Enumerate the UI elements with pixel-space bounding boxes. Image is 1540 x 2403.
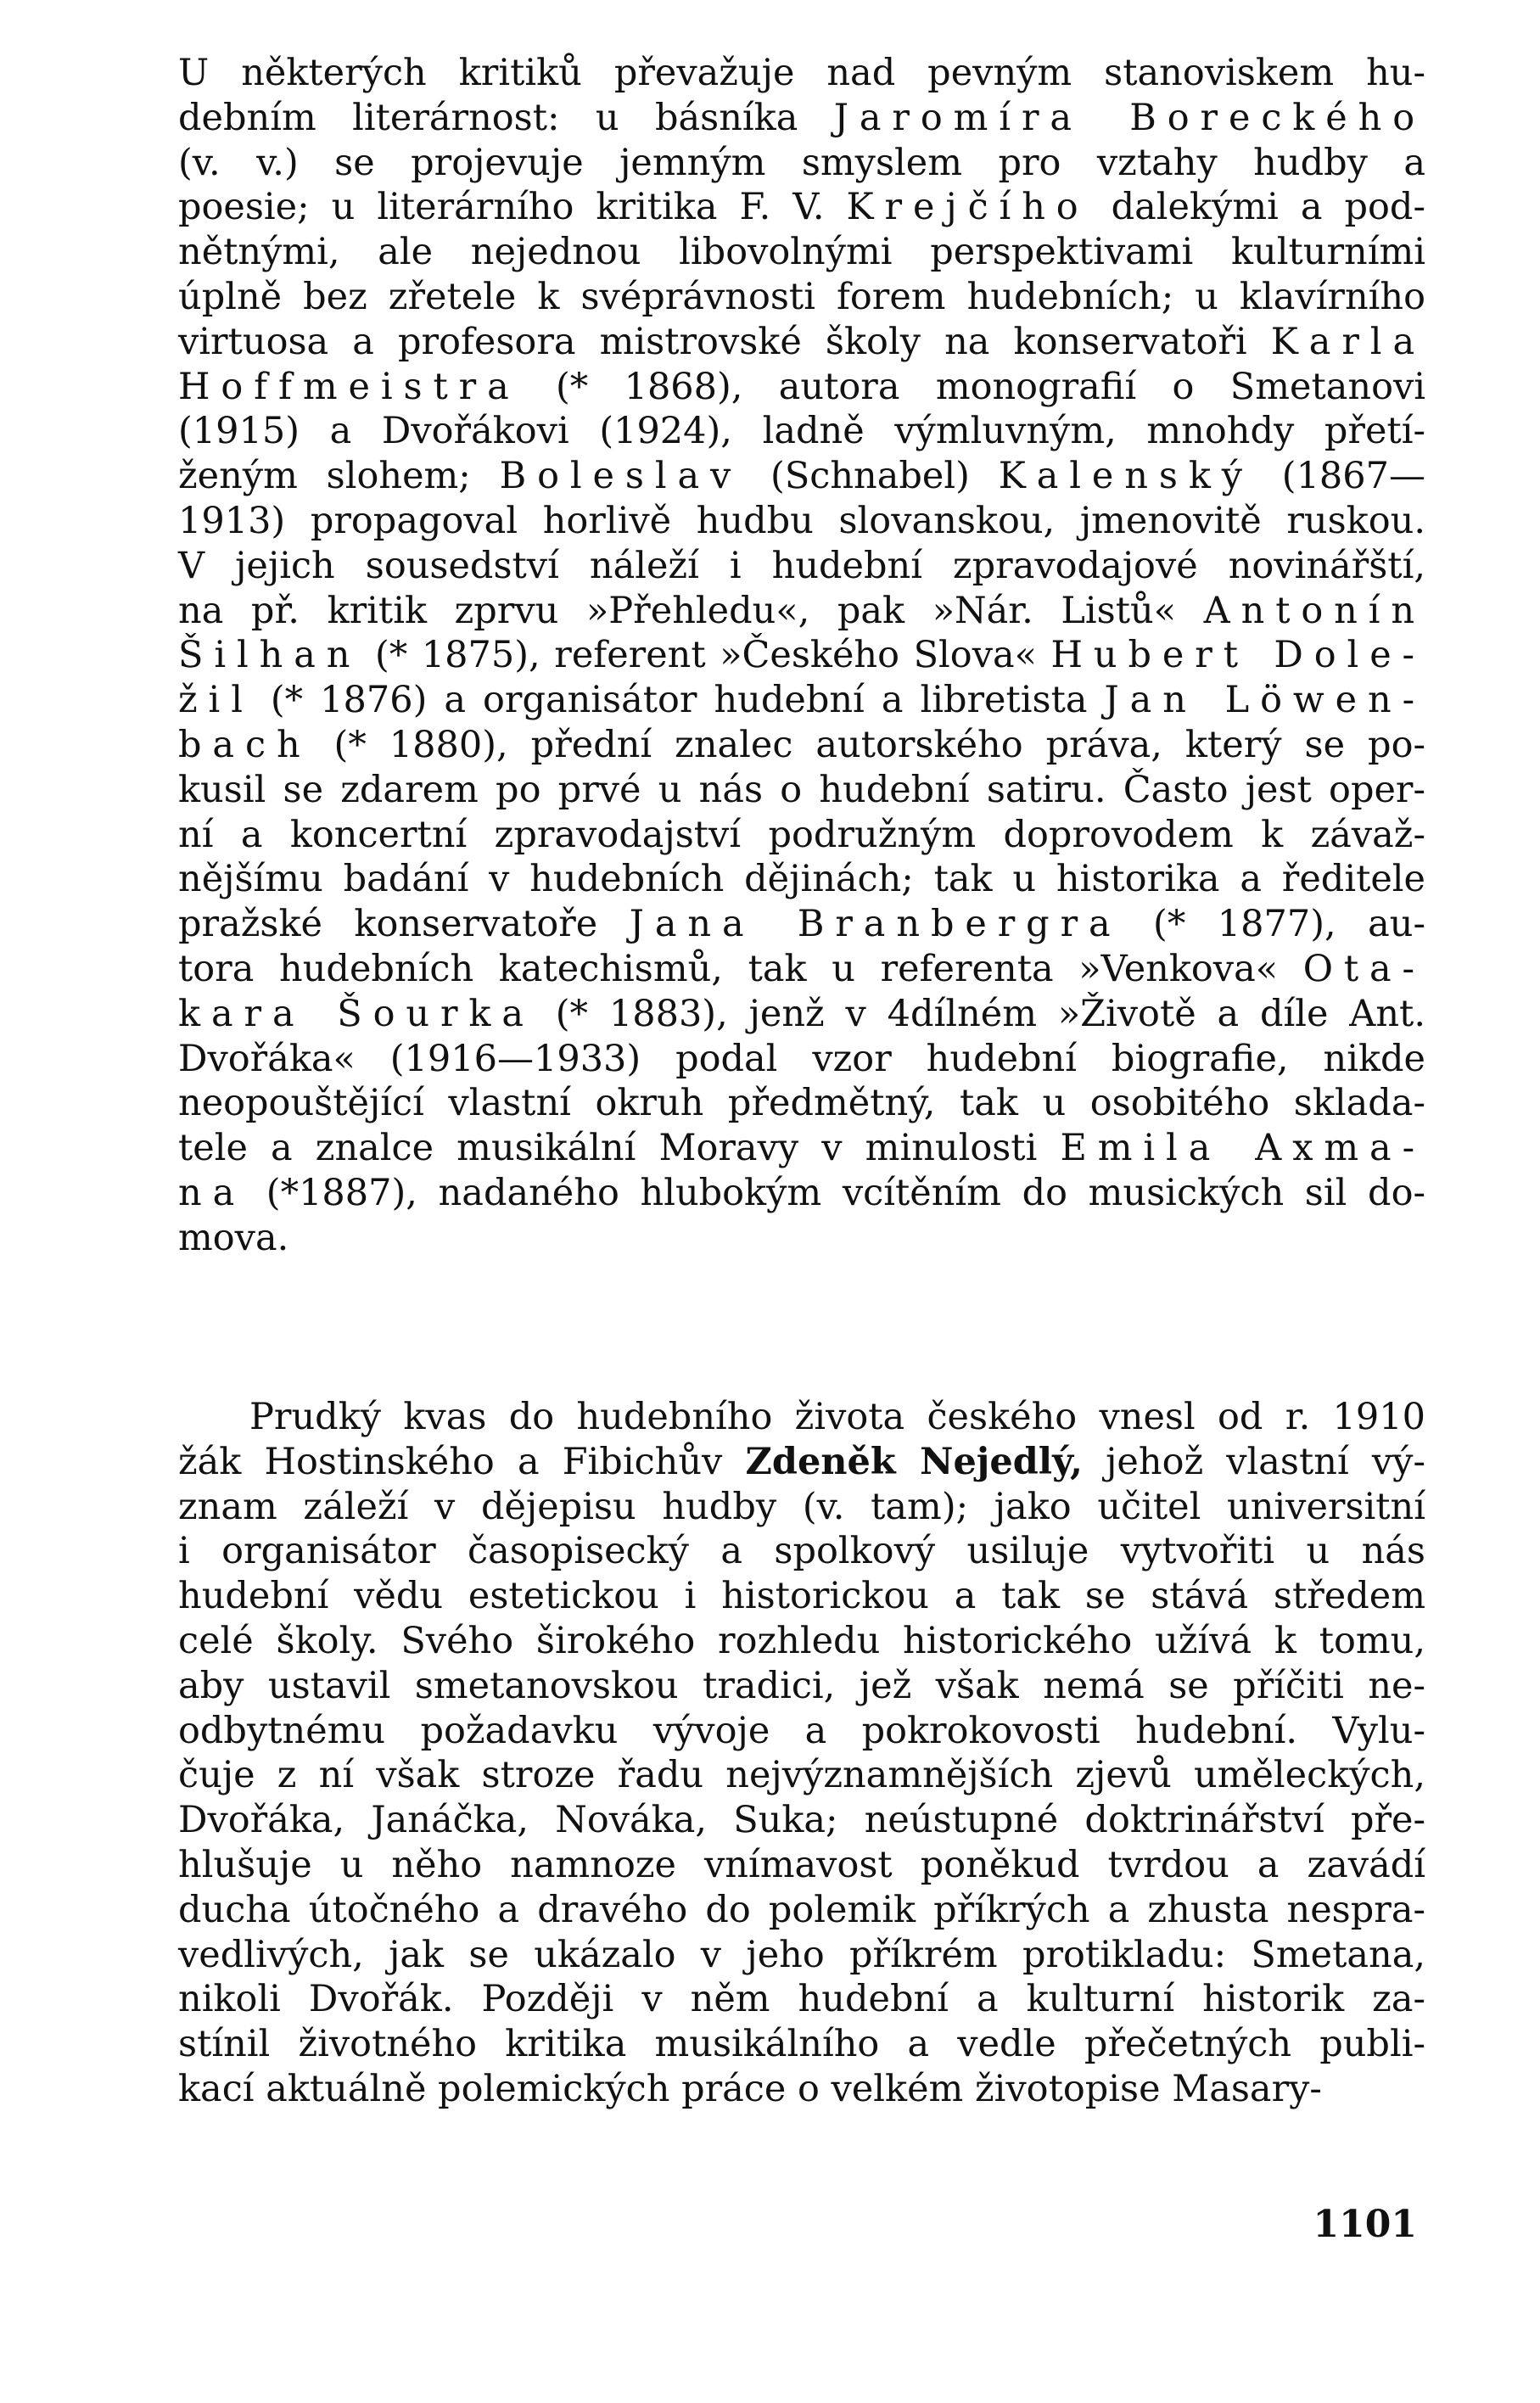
- text-run: hudební vědu estetickou i historickou a tak se stává středem: [178, 1575, 1425, 1618]
- text-run: (* 1883), jenž v 4dílném »Životě a díle Ant.: [534, 992, 1425, 1035]
- text-run: (1867—: [1252, 455, 1425, 498]
- text-run: kací aktuálně polemických práce o velkém životopise Masary-: [178, 2067, 1322, 2110]
- text-run: virtuosa a profesora mistrovské školy na konservatoři: [178, 320, 1271, 363]
- text-run: Prudký kvas do hudebního života českého vnesl od r. 1910: [249, 1396, 1425, 1438]
- text-line: [178, 1664, 1425, 1709]
- paragraph-2: [178, 1395, 1425, 2112]
- spaced-name: Karla: [1270, 320, 1425, 363]
- text-line: [178, 2067, 1425, 2112]
- text-line: [178, 1171, 1425, 1216]
- text-run: (1915) a Dvořákovi (1924), ladně výmluvným, mnohdy přetí-: [178, 410, 1425, 453]
- text-line: [178, 185, 1425, 230]
- text-line: [178, 1843, 1425, 1888]
- spaced-name: Jana Branbergra: [629, 903, 1122, 946]
- spaced-name: Hoffmeistra: [178, 365, 520, 408]
- spaced-name: Šilhan: [178, 634, 361, 677]
- spaced-name: Jaromíra Boreckého: [833, 96, 1425, 139]
- text-line: [178, 1709, 1425, 1754]
- text-run: úplně bez zřetele k svéprávnosti forem hudebních; u klavírního: [178, 275, 1425, 318]
- text-run: nětnými, ale nejednou libovolnými perspektivami kulturními: [178, 231, 1425, 274]
- text-line: [178, 454, 1425, 499]
- text-line: [178, 1619, 1425, 1664]
- text-line: [178, 1753, 1425, 1798]
- text-line: [178, 1977, 1425, 2022]
- text-line: [178, 633, 1425, 678]
- text-run: ní a koncertní zpravodajství podružným doprovodem k závaž-: [178, 813, 1425, 856]
- text-run: Dvořáka, Janáčka, Nováka, Suka; neústupné doktrinářství pře-: [178, 1799, 1425, 1842]
- text-run: odbytnému požadavku vývoje a pokrokovosti hudební. Vylu-: [178, 1709, 1425, 1752]
- page-number: 1101: [1313, 2203, 1417, 2246]
- text-run: tora hudebních katechismů, tak u referenta »Venkova«: [178, 947, 1303, 990]
- text-run: (* 1877), au-: [1121, 903, 1425, 946]
- text-run: čuje z ní však stroze řadu nejvýznamnějších zjevů uměleckých,: [178, 1754, 1425, 1797]
- text-line: [178, 1440, 1425, 1485]
- text-run: (Schnabel): [742, 455, 999, 498]
- text-line: [178, 499, 1425, 544]
- text-run: aby ustavil smetanovskou tradici, jež však nemá se příčiti ne-: [178, 1664, 1425, 1707]
- text-run: neopouštějící vlastní okruh předmětný, tak u osobitého sklada-: [178, 1082, 1425, 1125]
- text-line: [178, 230, 1425, 275]
- text-run: V jejich sousedství náleží i hudební zpravodajové novinářští,: [178, 544, 1425, 587]
- text-line: [178, 902, 1425, 947]
- text-line: [178, 1081, 1425, 1126]
- text-run: na př. kritik zprvu »Přehledu«, pak »Nár. Listů«: [178, 589, 1204, 632]
- text-run: celé školy. Svého širokého rozhledu historického užívá k tomu,: [178, 1619, 1425, 1662]
- spaced-name: Emila Axma-: [1060, 1127, 1425, 1170]
- text-line: [178, 1933, 1425, 1978]
- spaced-name: kara Šourka: [178, 992, 535, 1035]
- spaced-name: Boleslav: [499, 455, 742, 498]
- text-run: (* 1880), přední znalec autorského práva, který se po-: [311, 723, 1425, 766]
- spaced-name: na: [178, 1171, 246, 1214]
- text-run: i organisátor časopisecký a spolkový usiluje vytvořiti u nás: [178, 1530, 1425, 1573]
- text-line: [178, 1485, 1425, 1530]
- text-line: [178, 589, 1425, 634]
- text-line: [178, 1798, 1425, 1843]
- text-run: ducha útočného a dravého do polemik příkrých a zhusta nespra-: [178, 1888, 1425, 1931]
- text-run: (* 1876) a organisátor hudební a libretista: [253, 679, 1105, 722]
- text-line: [178, 768, 1425, 813]
- text-line: [178, 1126, 1425, 1171]
- spaced-name: Jan Löwen-: [1104, 679, 1426, 722]
- text-run: kusil se zdarem po prvé u nás o hudební satiru. Často jest oper-: [178, 768, 1425, 811]
- text-run: (*1887), nadaného hlubokým vcítěním do musických sil do-: [245, 1171, 1425, 1214]
- text-run: Dvořáka« (1916—1933) podal vzor hudební biografie, nikde: [178, 1037, 1425, 1080]
- text-run: debním literárnost: u básníka: [178, 96, 834, 139]
- text-run: nějšímu badání v hudebních dějinách; tak u historika a ředitele: [178, 858, 1425, 901]
- spaced-name: Hubert Dole-: [1050, 634, 1425, 677]
- text-line: [178, 1216, 1425, 1261]
- spaced-name: žil: [178, 679, 254, 722]
- spaced-name: bach: [178, 723, 311, 766]
- text-line: [178, 365, 1425, 410]
- text-line: [178, 813, 1425, 858]
- text-run: ženým slohem;: [178, 455, 500, 498]
- text-line: [178, 1529, 1425, 1574]
- spaced-name: Antonín: [1203, 589, 1425, 632]
- text-run: žák Hostinského a Fibichův: [178, 1440, 746, 1483]
- spaced-name: Krejčího: [846, 186, 1089, 229]
- text-run: dalekými a pod-: [1089, 186, 1425, 229]
- text-run: jehož vlastní vý-: [1082, 1440, 1425, 1483]
- text-run: poesie; u literárního kritika F. V.: [178, 186, 847, 229]
- text-line: [178, 51, 1425, 96]
- text-run: tele a znalce musikální Moravy v minulosti: [178, 1127, 1061, 1170]
- text-run: pražské konservatoře: [178, 903, 630, 946]
- text-run: hlušuje u něho namnoze vnímavost poněkud tvrdou a zavádí: [178, 1843, 1425, 1886]
- text-run: znam záleží v dějepisu hudby (v. tam); jako učitel universitní: [178, 1485, 1425, 1528]
- text-line: [178, 678, 1425, 723]
- text-line: [178, 1395, 1425, 1440]
- text-line: [178, 857, 1425, 902]
- text-line: [178, 141, 1425, 186]
- text-line: [178, 96, 1425, 141]
- text-run: (v. v.) se projevuje jemným smyslem pro vztahy hudby a: [178, 141, 1425, 184]
- text-run: mova.: [178, 1216, 289, 1259]
- text-run: stínil životného kritika musikálního a vedle přečetných publi-: [178, 2023, 1425, 2066]
- text-line: [178, 1888, 1425, 1933]
- text-run: vedlivých, jak se ukázalo v jeho příkrém protikladu: Smetana,: [178, 1933, 1425, 1976]
- text-line: [178, 992, 1425, 1037]
- text-run: (* 1868), autora monografií o Smetanovi: [519, 365, 1425, 408]
- text-line: [178, 1574, 1425, 1619]
- spaced-name: Ota-: [1302, 947, 1425, 990]
- text-line: [178, 2022, 1425, 2067]
- text-line: [178, 409, 1425, 454]
- text-run: (* 1875), referent »Českého Slova«: [361, 634, 1051, 677]
- spaced-name: Kalenský: [998, 455, 1253, 498]
- text-run: 1913) propagoval horlivě hudbu slovanskou, jmenovitě ruskou.: [178, 499, 1425, 542]
- text-line: [178, 1037, 1425, 1082]
- text-line: [178, 275, 1425, 320]
- text-run: nikoli Dvořák. Později v něm hudební a kulturní historik za-: [178, 1978, 1425, 2021]
- text-line: [178, 320, 1425, 365]
- bold-name: Zdeněk Nejedlý,: [745, 1440, 1083, 1483]
- text-line: [178, 544, 1425, 589]
- paragraph-1: [178, 51, 1425, 1261]
- text-run: U některých kritiků převažuje nad pevným stanoviskem hu-: [178, 52, 1425, 94]
- text-line: [178, 947, 1425, 992]
- text-line: [178, 723, 1425, 768]
